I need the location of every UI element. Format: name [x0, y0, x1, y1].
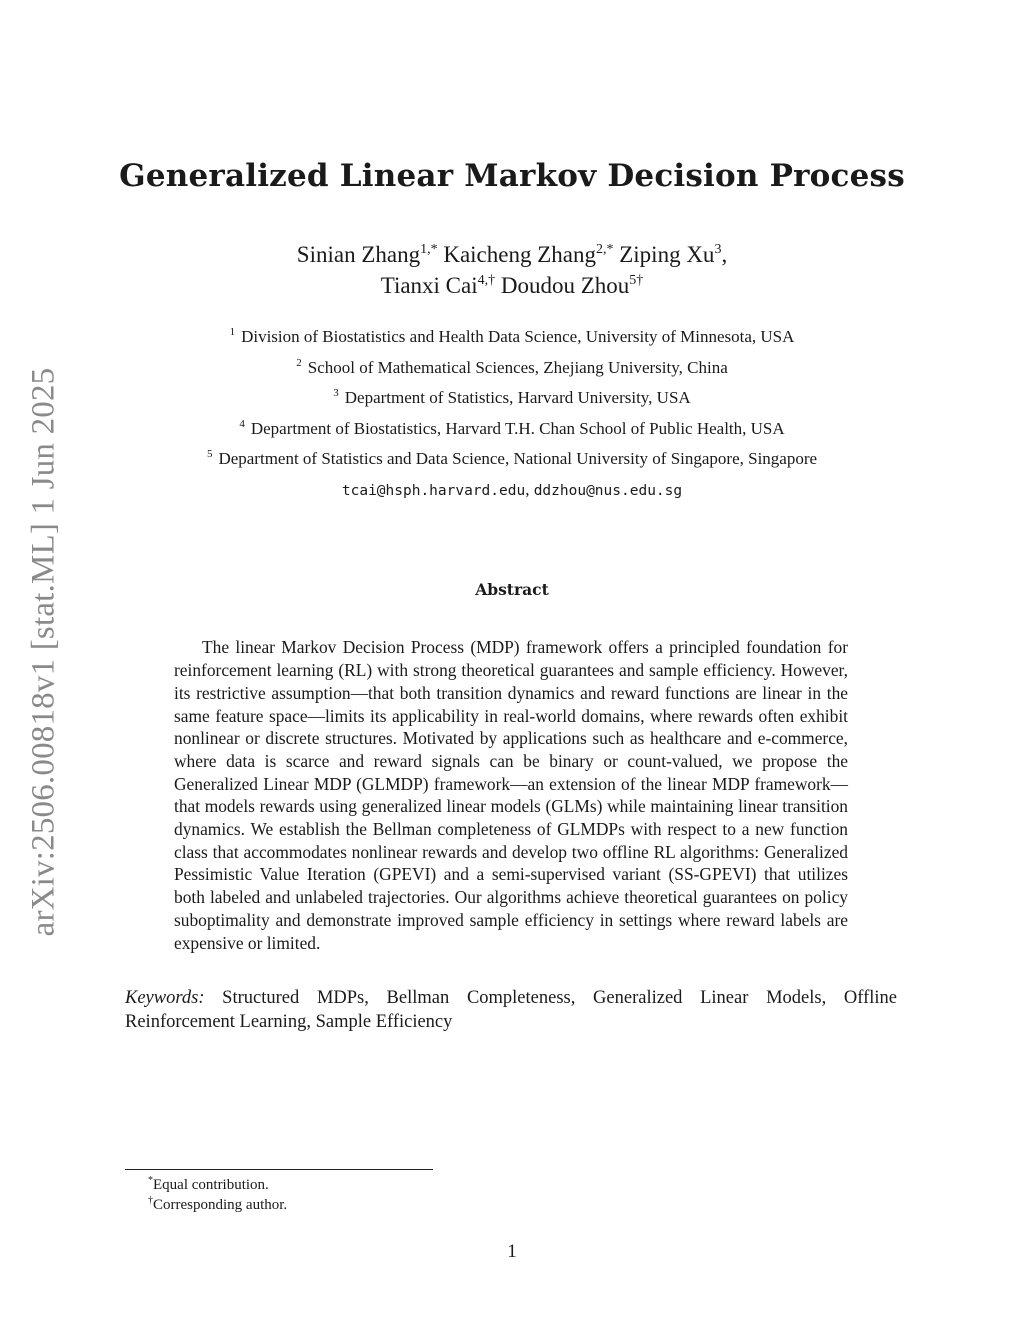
paper-title: Generalized Linear Markov Decision Process [119, 158, 905, 194]
affiliation-list [0, 322, 1024, 506]
arxiv-identifier-stamp: arXiv:2506.00818v1 [stat.ML] 1 Jun 2025 [25, 367, 62, 937]
affiliation-text: Division of Biostatistics and Health Data Science, University of Minnesota, USA [241, 327, 795, 346]
affiliation-item [0, 353, 1024, 384]
contact-emails [0, 475, 1024, 507]
author-mark: 4,† [477, 273, 496, 288]
affiliation-item [0, 322, 1024, 353]
footnote-mark: † [148, 1195, 153, 1206]
footnote-item [148, 1175, 287, 1195]
affiliation-text: School of Mathematical Sciences, Zhejiang University, China [307, 357, 728, 377]
keywords-label: Keywords: [125, 988, 205, 1008]
author-name: Sinian Zhang [296, 242, 421, 267]
email-address[interactable]: ddzhou@nus.edu.sg [533, 482, 683, 499]
affiliation-number: 4 [239, 417, 245, 430]
footnote-mark: * [148, 1175, 153, 1186]
affiliation-text: Department of Biostatistics, Harvard T.H. Chan School of Public Health, USA [250, 418, 785, 438]
footnote-divider [125, 1169, 433, 1170]
author-mark: 5† [629, 273, 644, 288]
keywords-text: Structured MDPs, Bellman Completeness, Generalized Linear Models, Offline Reinforcement Learning, Sample Efficiency [125, 988, 897, 1032]
footnote-item [148, 1195, 287, 1215]
affiliation-number: 3 [333, 387, 339, 399]
footnote-text: Corresponding author. [153, 1197, 288, 1213]
author-name: Ziping Xu [619, 242, 715, 267]
affiliation-item [0, 383, 1024, 414]
affiliation-item [0, 444, 1024, 475]
abstract-body: The linear Markov Decision Process (MDP) framework offers a principled foundation for reinforcement learning (RL) with strong theoretical guarantees and sample efficiency. However, its restrictive assumption—that both transition dynamics and reward functions are linear in the same feature space—limits its applicability in real-world domains, where rewards often exhibit nonlinear or discrete structures. Motivated by applications such as healthcare and e-commerce, where data is scarce and reward signals can be binary or count-valued, we propose the Generalized Linear MDP (GLMDP) framework—an extension of the linear MDP framework—that models rewards using generalized linear models (GLMs) while maintaining linear transition dynamics. We establish the Bellman completeness of GLMDPs with respect to a new function class that accommodates nonlinear rewards and develop two offline RL algorithms: Generalized Pessimistic Value Iteration (GPEVI) and a semi-supervised variant (SS-GPEVI) that utilizes both labeled and unlabeled trajectories. Our algorithms achieve theoretical guarantees on policy suboptimality and demonstrate improved sample efficiency in settings where reward labels are expensive or limited. [174, 637, 848, 953]
keywords-section [125, 986, 897, 1034]
affiliation-number: 5 [206, 448, 213, 460]
author-line-2 [0, 270, 1024, 301]
author-mark: 2,* [595, 242, 614, 257]
affiliation-text: Department of Statistics and Data Science, National University of Singapore, Singapore [218, 449, 818, 468]
author-line-1: Sinian Zhang$^{1,*}$ Kaicheng Zhang$^{2,*}$ Ziping Xu$^3$, [296, 242, 728, 267]
affiliation-text: Department of Statistics, Harvard University, USA [344, 388, 691, 407]
author-name: Kaicheng Zhang [443, 242, 596, 267]
page-number: 1 [507, 1241, 517, 1262]
author-mark: 1,* [420, 242, 438, 257]
affiliation-number: 1 [229, 326, 236, 338]
author-name: Tianxi Cai [380, 273, 478, 298]
email-separator: , [525, 479, 534, 499]
affiliation-item [0, 414, 1024, 445]
abstract-heading: Abstract [475, 580, 549, 599]
affiliation-number: 2 [296, 356, 302, 369]
footnote-text: Equal contribution. [153, 1177, 269, 1193]
author-name: Doudou Zhou [500, 273, 630, 298]
email-address[interactable]: tcai@hsph.harvard.edu [341, 482, 526, 499]
author-list [0, 239, 1024, 301]
author-mark: 3 [714, 242, 722, 257]
footnote-list [148, 1175, 287, 1215]
